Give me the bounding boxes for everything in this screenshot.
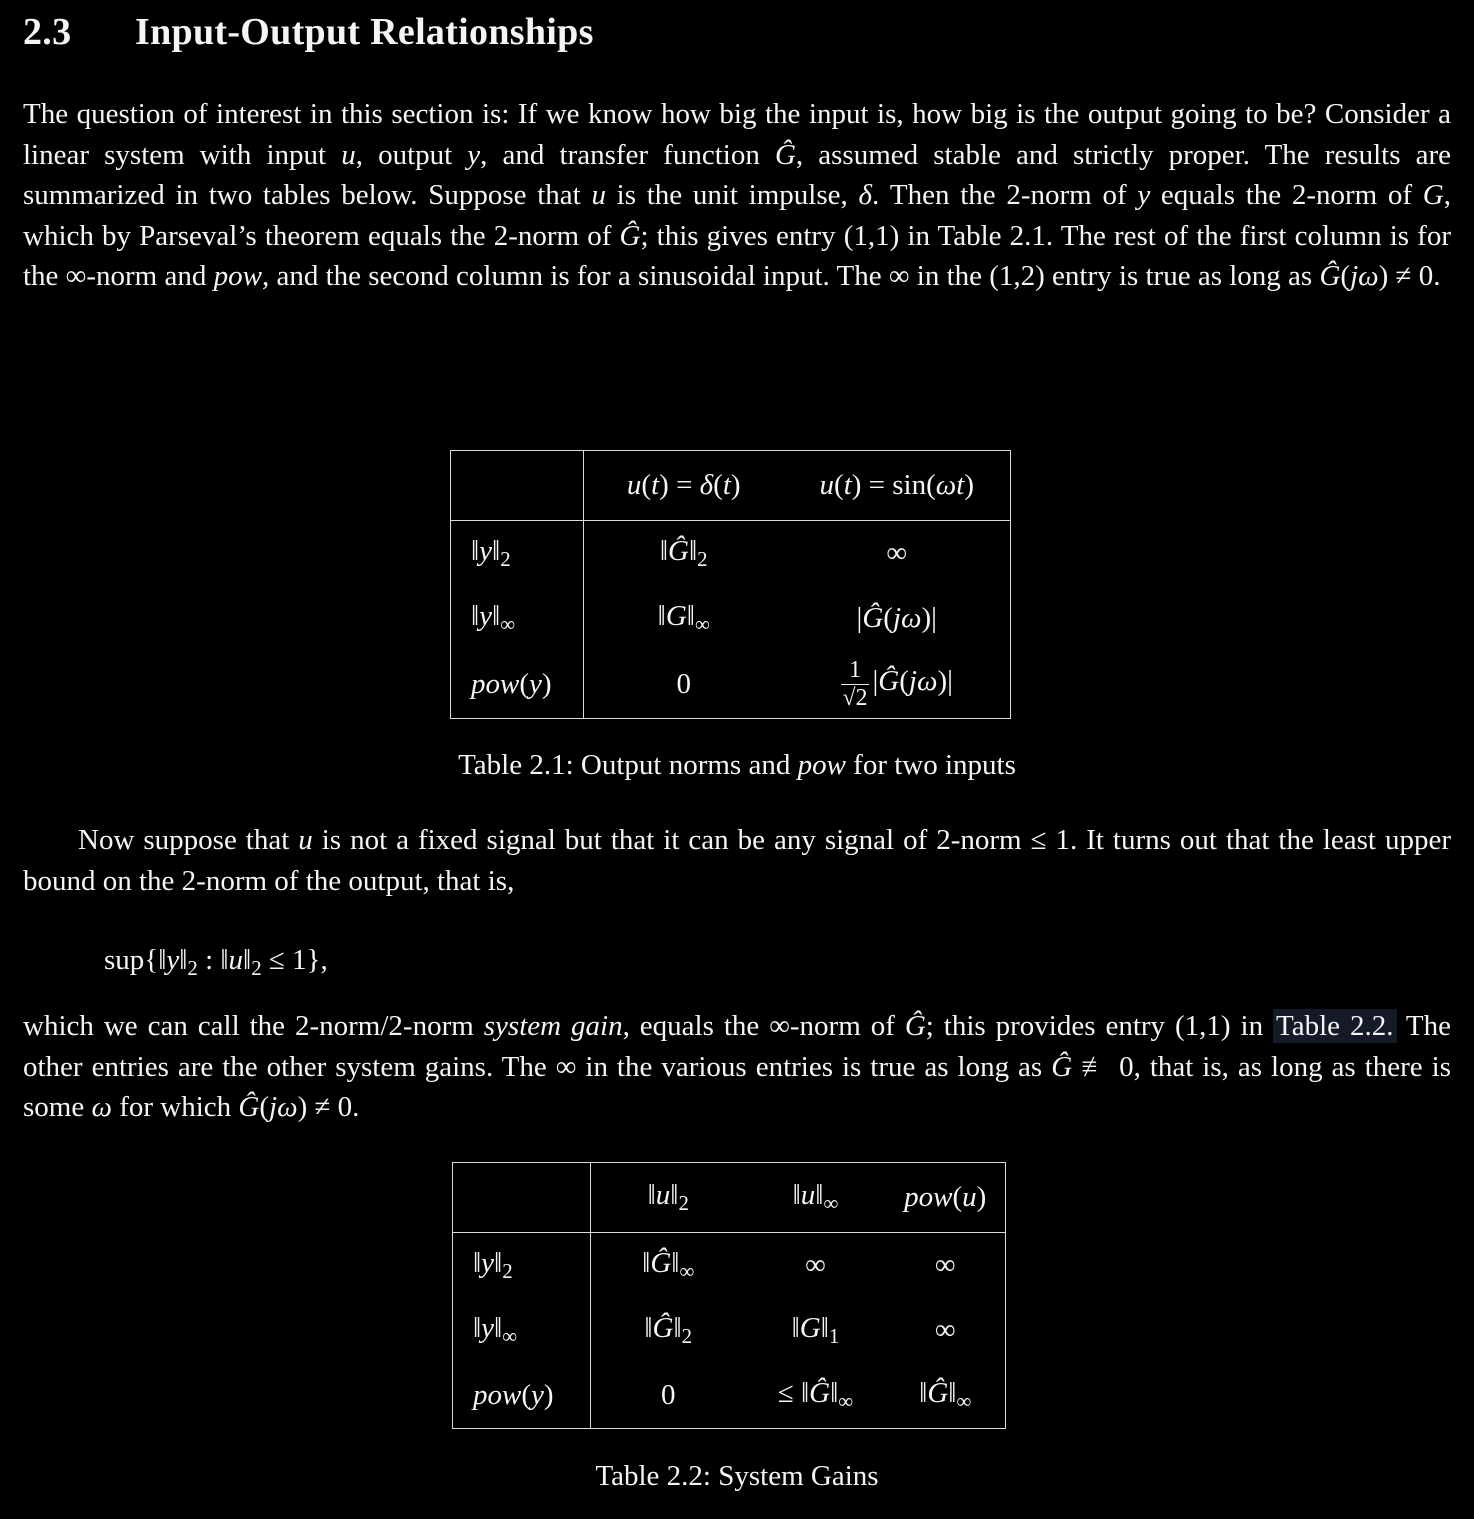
section-title: Input-Output Relationships xyxy=(135,11,594,53)
paragraph-suppose: Now suppose that u is not a fixed signal but that it can be any signal of 2-norm ≤ 1. It turns out that the least upper bound on the 2-norm of the output, that is, xyxy=(23,824,1451,897)
table-row xyxy=(451,586,1011,651)
table-2-2-cell-pow-uinf: ≤ $‖Ĝ‖_\infty$ xyxy=(777,1376,854,1413)
table-2-2-row-pow-label: pow(y) xyxy=(453,1363,591,1429)
table-2-2-col-powu: pow(u) xyxy=(886,1163,1006,1233)
table-2-1-cell-pow-impulse: 0 xyxy=(676,667,691,700)
paragraph-system-gain: which we can call the 2-norm/2-norm system gain, equals the ∞-norm of Ĝ; this provides entry (1,1) in Table 2.2. The other entries are the other system gains. The ∞ in the various entries is true as long as Ĝ ≢ 0, that is, as long as there is some ω for which Ĝ(jω) ≠ 0. xyxy=(23,1010,1452,1124)
table-2-1-row-yinf-label: $‖y‖_\infty$ xyxy=(451,586,584,651)
table-2-2-cell-pow-u2: 0 xyxy=(661,1378,676,1411)
table-row xyxy=(453,1298,1006,1363)
table-2-2-cell-y2-powu: ∞ xyxy=(934,1248,956,1281)
table-2-1-cell-y2-impulse: $‖Ĝ‖_2$ xyxy=(659,534,708,571)
table-2-2-cell-yinf-powu: ∞ xyxy=(934,1313,956,1346)
table-2-1-row-y2-label: $‖y‖_2$ xyxy=(451,521,584,586)
table-2-1 xyxy=(450,450,1011,719)
table-row xyxy=(453,1233,1006,1298)
table-2-2-cell-pow-powu: $‖Ĝ‖_\infty$ xyxy=(919,1376,972,1413)
table-2-2-cell-yinf-u2: $‖Ĝ‖_2$ xyxy=(644,1311,693,1348)
table-2-2-header-row xyxy=(453,1163,1006,1233)
section-number: 2.3 xyxy=(23,11,72,53)
table-row xyxy=(451,651,1011,719)
display-equation-sup-norm: $sup\{‖y‖_2$ : $‖u‖_2 \le 1$}, xyxy=(104,944,328,980)
table-row xyxy=(453,1363,1006,1429)
table-2-1-cell-pow-sine: $\frac{1}{√2}$ |Ĝ(jω)| xyxy=(842,657,953,711)
table-2-1-col-sine-input: u(t) = sin(ωt) xyxy=(784,451,1011,521)
table-2-2-corner-cell xyxy=(453,1163,591,1233)
table-2-2-cell-y2-u2: $‖Ĝ‖_\infty$ xyxy=(642,1246,695,1283)
section-heading xyxy=(23,10,594,54)
table-2-2-col-u2: $‖u‖_2$ xyxy=(591,1163,746,1233)
table-2-1-cell-y2-sine: ∞ xyxy=(886,536,908,569)
table-2-2-caption: Table 2.2: System Gains xyxy=(595,1460,879,1492)
table-2-1-corner-cell xyxy=(451,451,584,521)
table-2-2-cell-yinf-uinf: $‖G‖_1$ xyxy=(791,1311,840,1348)
table-2-2-cell-y2-uinf: ∞ xyxy=(805,1248,826,1281)
table-2-1-cell-yinf-sine: |Ĝ(jω)| xyxy=(856,601,937,634)
table-2-1-header-row xyxy=(451,451,1011,521)
table-2-2-row-yinf-label: $‖y‖_\infty$ xyxy=(453,1298,591,1363)
paragraph-intro: The question of interest in this section is: If we know how big the input is, how big is the output going to be? Consider a linear system with input u, output y, and transfer function Ĝ, assumed stable and strictly proper. The results are summarized in two tables below. Suppose that u is the unit impulse, δ. Then the 2-norm of y equals the 2-norm of G, which by Parseval’s theorem equals the 2-norm of Ĝ; this gives entry (1,1) in Table 2.1. The rest of the first column is for the ∞-norm and pow, and the second column is for a sinusoidal input. The ∞ in the (1,2) entry is true as long as Ĝ(jω) ≠ 0. xyxy=(23,98,1451,293)
table-2-1-caption: Table 2.1: Output norms and pow for two inputs xyxy=(458,749,1016,781)
table-2-2 xyxy=(452,1162,1006,1429)
table-row xyxy=(451,521,1011,586)
fraction: $\frac{1}{√2}$ xyxy=(842,657,868,711)
table-2-2-col-uinf: $‖u‖_\infty$ xyxy=(746,1163,886,1233)
table-2-1-col-impulse-input: u(t) = δ(t) xyxy=(584,451,784,521)
table-2-2-row-y2-label: $‖y‖_2$ xyxy=(453,1233,591,1298)
table-2-1-row-pow-label: pow(y) xyxy=(451,651,584,719)
table-2-1-cell-yinf-impulse: $‖G‖_\infty$ xyxy=(657,599,710,636)
